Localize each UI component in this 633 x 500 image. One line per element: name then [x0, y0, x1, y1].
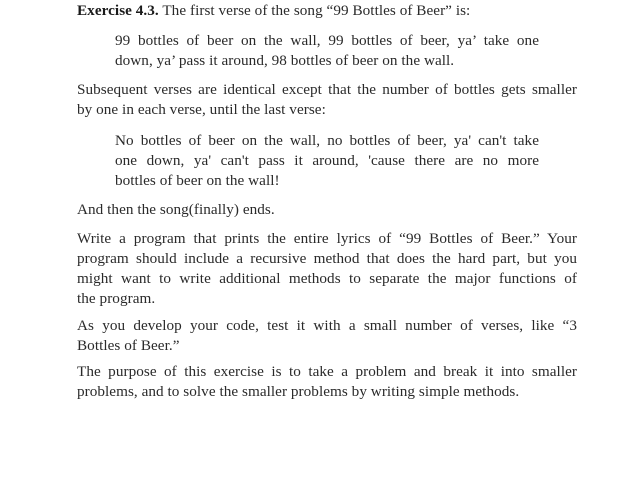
purpose-paragraph — [77, 362, 577, 402]
song-ending-paragraph — [77, 200, 577, 220]
exercise-heading — [77, 1, 577, 21]
paragraph-line: As you develop your code, test it with a small number of verses, like “3 — [77, 317, 577, 334]
first-verse-line: down, ya’ pass it around, 98 bottles of beer on the wall. — [115, 52, 455, 69]
paragraph-line: Bottles of Beer.” — [77, 337, 180, 354]
paragraph-line: might want to write additional methods to separate the major functions of — [77, 270, 577, 287]
first-verse-quote — [115, 31, 539, 71]
paragraph-line: Subsequent verses are identical except that the number of bottles gets smaller — [77, 81, 577, 98]
paragraph-line: Write a program that prints the entire lyrics of “99 Bottles of Beer.” Your — [77, 230, 577, 247]
first-verse-line: 99 bottles of beer on the wall, 99 bottles of beer, ya’ take one — [115, 32, 539, 49]
last-verse-line: one down, ya' can't pass it around, 'cause there are no more — [115, 152, 539, 169]
paragraph-line: problems, and to solve the smaller problems by writing simple methods. — [77, 383, 520, 400]
task-paragraph — [77, 229, 577, 309]
paragraph-line: the program. — [77, 290, 156, 307]
exercise-intro: The first verse of the song “99 Bottles of Beer” is: — [162, 2, 471, 19]
exercise-label: Exercise 4.3. — [77, 2, 159, 19]
paragraph-line: And then the song(finally) ends. — [77, 201, 275, 218]
paragraph-line: program should include a recursive method that does the hard part, but you — [77, 250, 577, 267]
subsequent-verses-paragraph — [77, 80, 577, 120]
testing-paragraph — [77, 316, 577, 356]
last-verse-line: bottles of beer on the wall! — [115, 172, 280, 189]
last-verse-quote — [115, 131, 539, 191]
last-verse-line: No bottles of beer on the wall, no bottles of beer, ya' can't take — [115, 132, 539, 149]
paragraph-line: by one in each verse, until the last verse: — [77, 101, 326, 118]
paragraph-line: The purpose of this exercise is to take a problem and break it into smaller — [77, 363, 577, 380]
